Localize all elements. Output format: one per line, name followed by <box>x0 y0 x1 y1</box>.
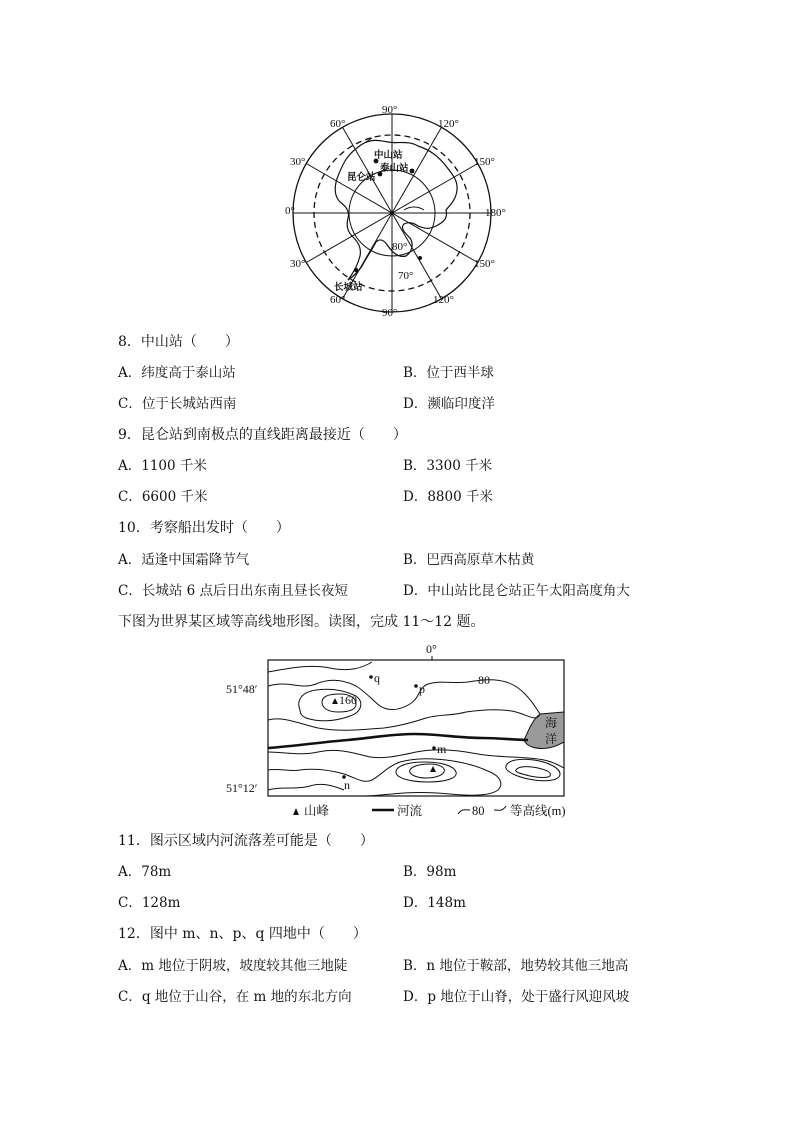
q9-option-d[interactable]: D．8800 千米 <box>403 489 493 505</box>
point-label-n: n <box>344 778 350 792</box>
lon-label-lower-left: 30° <box>290 258 306 270</box>
lon-label-bottom-left: 60° <box>330 294 346 306</box>
q12-stem: 12．图中 m、n、p、q 四地中（ ） <box>118 926 367 942</box>
lon-label-top: 90° <box>382 104 398 116</box>
lon-label-right: 180° <box>485 207 506 219</box>
sea-label-2: 洋 <box>545 732 558 746</box>
q8-option-b[interactable]: B．位于西半球 <box>403 365 494 381</box>
q8-option-c[interactable]: C．位于长城站西南 <box>118 396 237 412</box>
q10-option-a[interactable]: A．适逢中国霜降节气 <box>118 552 250 568</box>
q10-stem: 10．考察船出发时（ ） <box>118 520 290 536</box>
legend-peak-icon <box>293 808 299 815</box>
q8-option-d[interactable]: D．濒临印度洋 <box>403 396 495 412</box>
q12-option-d[interactable]: D．p 地位于山脊，处于盛行风迎风坡 <box>403 989 630 1005</box>
q12-option-c[interactable]: C．q 地位于山谷，在 m 地的东北方向 <box>118 989 352 1005</box>
q9-option-a[interactable]: A．1100 千米 <box>118 458 207 474</box>
lat-label-top: 51°48′ <box>226 682 258 696</box>
legend-peak-label: 山峰 <box>304 804 330 818</box>
q11-option-b[interactable]: B．98m <box>403 864 457 880</box>
peak-label-160: 160 <box>339 693 357 707</box>
lon-label-bottom: 90° <box>382 307 398 319</box>
q11-option-a[interactable]: A．78m <box>118 864 172 880</box>
contour-map <box>222 640 572 822</box>
sea-label-1: 海 <box>545 716 558 730</box>
q12-option-b[interactable]: B．n 地位于鞍部，地势较其他三地高 <box>403 958 629 974</box>
kunlun-station-label: 昆仑站 <box>347 173 376 183</box>
lon-label-upper-left: 30° <box>290 156 306 168</box>
q10-option-b[interactable]: B．巴西高原草木枯黄 <box>403 552 535 568</box>
q8-stem: 8．中山站（ ） <box>118 334 239 350</box>
lat-label-bottom: 51°12′ <box>226 781 258 795</box>
contour-intro: 下图为世界某区域等高线地形图。读图，完成 11～12 题。 <box>118 614 485 630</box>
lon-label-upper-right: 150° <box>474 156 495 168</box>
peak-south-icon <box>430 766 436 772</box>
zhongshan-station-label: 中山站 <box>374 151 403 161</box>
q9-option-c[interactable]: C．6600 千米 <box>118 489 208 505</box>
lon-label-top-left: 60° <box>330 118 346 130</box>
q12-option-a[interactable]: A．m 地位于阴坡，坡度较其他三地陡 <box>118 958 348 974</box>
river-line <box>268 734 528 748</box>
q10-option-c[interactable]: C．长城站 6 点后日出东南且昼长夜短 <box>118 583 349 599</box>
antarctic-polar-map <box>272 100 522 322</box>
lon-label-left: 0° <box>285 205 295 217</box>
lon-label-top-right: 120° <box>438 118 459 130</box>
lon-label-0: 0° <box>426 642 437 656</box>
lon-label-bottom-right: 120° <box>433 294 454 306</box>
legend-river-label: 河流 <box>397 804 423 818</box>
q10-option-d[interactable]: D．中山站比昆仑站正午太阳高度角大 <box>403 583 630 599</box>
q11-stem: 11．图示区域内河流落差可能是（ ） <box>118 833 374 849</box>
q9-stem: 9．昆仑站到南极点的直线距离最接近（ ） <box>118 427 407 443</box>
q11-option-c[interactable]: C．128m <box>118 895 181 911</box>
q11-option-d[interactable]: D．148m <box>403 895 466 911</box>
q9-option-b[interactable]: B．3300 千米 <box>403 458 493 474</box>
contour-label-80: 80 <box>478 673 490 687</box>
taishan-station-label: 泰山站 <box>380 164 409 174</box>
lon-label-lower-right: 150° <box>474 258 495 270</box>
lat-label-70: 70° <box>398 270 414 282</box>
sea-area <box>524 712 564 749</box>
q8-option-a[interactable]: A．纬度高于泰山站 <box>118 365 236 381</box>
point-label-p: p <box>419 682 425 696</box>
point-label-m: m <box>437 742 447 756</box>
legend-contour-value: 80 <box>472 804 485 818</box>
lat-label-80: 80° <box>392 241 408 253</box>
legend-contour-label: 等高线(m) <box>510 804 566 818</box>
point-label-q: q <box>374 671 380 685</box>
changcheng-station-label: 长城站 <box>334 283 363 293</box>
peak-160-icon <box>332 698 338 704</box>
